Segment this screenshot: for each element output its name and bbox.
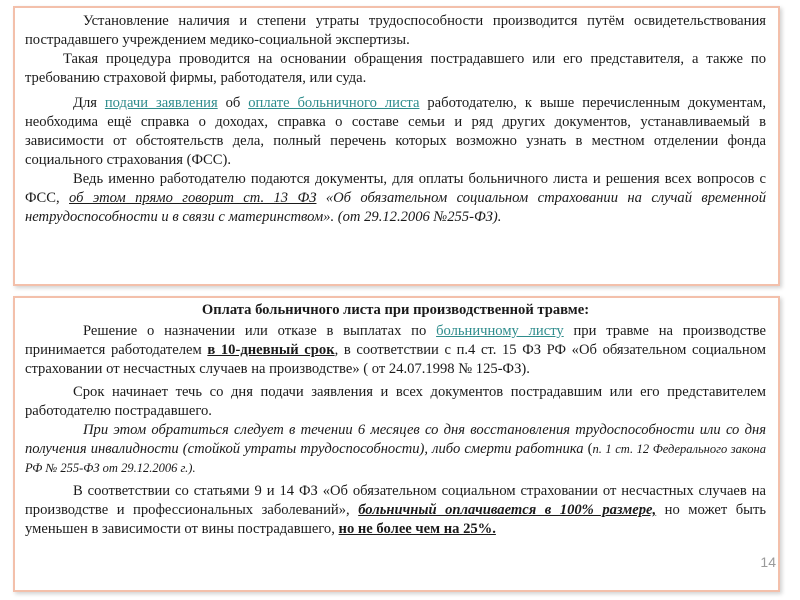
law-reference-underlined: об этом прямо говорит ст. 13 ФЗ — [69, 190, 317, 206]
paragraph-required-documents: Для подачи заявления об оплате больничного листа работодателю, к выше перечисленным документам, необходима ещё справка о доходах, справка о составе семьи и ряд других документов, устанавливаемый в зависимости от обстоятельств дела, полный перечень которых возможно узнать в местном отделении фонда социального страхования (ФСС). — [25, 95, 766, 168]
law-citation-small: п. 1 ст. 12 Федерального закона РФ № 255-ФЗ от 29.12.2006 г.). — [25, 442, 766, 475]
top-text-panel — [13, 6, 780, 286]
paragraph-application-deadline: При этом обратиться следует в течении 6 месяцев со дня восстановления трудоспособности или со дня получения инвалидности (стойкой утраты трудоспособности), либо смерти работника (п. 1 ст. 12 Федерального закона РФ № 255-ФЗ от 29.12.2006 г.). — [25, 422, 766, 475]
payment-100-percent: больничный оплачивается в 100% размере, — [358, 502, 657, 518]
law-title-italic: «Об обязательном социальном страховании на случай временной нетрудоспособности и в связи с материнством». (от 29.12.2006 №255-ФЗ). — [25, 190, 767, 225]
paragraph-decision-term: Решение о назначении или отказе в выплатах по больничному листу при травме на производстве принимается работодателем в 10-дневный срок, в соответствии с п.4 ст. 15 ФЗ РФ «Об обязательном социальном страховании от несчастных случаев на производстве» ( от 24.07.1998 № 125-ФЗ). — [25, 323, 766, 377]
page-number: 14 — [760, 554, 776, 570]
bottom-text-panel — [13, 296, 780, 592]
reduction-limit-25: но не более чем на 25%. — [338, 521, 496, 537]
paragraph-term-start: Срок начинает течь со дня подачи заявления и всех документов пострадавшим или его представителем работодателю пострадавшего. — [25, 384, 766, 419]
link-submit-application[interactable]: подачи заявления — [104, 95, 218, 111]
link-sick-leave[interactable]: больничному листу — [436, 323, 564, 339]
paragraph-disability-assessment: Установление наличия и степени утраты трудоспособности производится путём освидетельствования пострадавшего учреждением медико-социальной экспертизы. — [25, 13, 766, 48]
link-sick-leave-payment[interactable]: оплате больничного листа — [248, 95, 420, 111]
paragraph-procedure-basis: Такая процедура проводится на основании обращения пострадавшего или его представителя, а также по требованию страховой фирмы, работодателя, или суда. — [25, 51, 766, 86]
paragraph-payment-amount: В соответствии со статьями 9 и 14 ФЗ «Об обязательном социальном страховании от несчастных случаев на производстве и профессиональных заболеваний», больничный оплачивается в 100% размере, но может быть уменьшен в зависимости от вины пострадавшего, но не более чем на 25%. — [25, 483, 766, 537]
paragraph-employer-documents: Ведь именно работодателю подаются документы, для оплаты больничного листа и решения всех вопросов с ФСС, об этом прямо говорит ст. 13 ФЗ «Об обязательном социальном страховании на случай временной нетрудоспособности и в связи с материнством». (от 29.12.2006 №255-ФЗ). — [25, 171, 767, 225]
term-10-days: в 10-дневный срок — [207, 342, 335, 358]
section-heading: Оплата больничного листа при производственной травме: — [201, 302, 590, 318]
